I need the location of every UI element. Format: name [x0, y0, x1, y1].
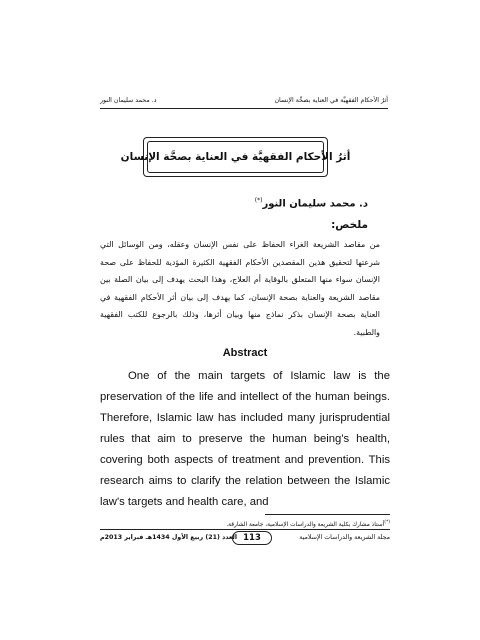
author-footnote-marker: (*) — [254, 197, 263, 204]
abstract-body — [100, 366, 390, 513]
page-number: 113 — [232, 531, 272, 545]
header-title: أثرُ الأحكام الفقهيَّة في العناية بصحَّة الإنسان — [274, 97, 388, 104]
summary-heading: ملخص: — [331, 219, 368, 231]
header-author: د. محمد سليمان النور — [100, 97, 157, 104]
author-name: د. محمد سليمان النور — [262, 198, 368, 210]
title-frame — [120, 137, 351, 177]
page-footer — [100, 531, 390, 547]
footnote-marker: (*) — [384, 520, 390, 525]
header-rule — [100, 108, 388, 109]
title-frame-inner — [120, 141, 351, 173]
footer-journal: مجلة الشريعة والدراسات الإسلامية — [299, 534, 390, 541]
footnote-text: أستاذ مشارك بكلية الشريعة والدراسات الإسلامية، جامعة الشارقة. — [226, 521, 385, 528]
running-header — [100, 94, 388, 108]
abstract-text: One of the main targets of Islamic law is the preservation of the life and intellect of the human beings. Therefore, Islamic law has included many jurisprudential rules that aim to preserve the human being's health, covering both aspects of treatment and prevention. This research aims to clarify the relation between the Islamic law's targets and health care, and — [100, 370, 390, 508]
abstract-heading: Abstract — [222, 347, 268, 359]
summary-body: من مقاصد الشريعة الغراء الحفاظ على نفس الإنسان وعقله، ومن الوسائل التي شرعتها لتحقيق هذين المقصدين الأحكام الفقهية الكثيرة المؤدية للحفاظ على صحة الإنسان سواء منها المتعلق بالوقاية أم العلاج، وهذا البحث يهدف إلى بيان الصلة بين مقاصد الشريعة والعناية بصحة الإنسان، كما يهدف إلى بيان أثر الأحكام الفقهية في العناية بصحة الإنسان بذكر نماذج منها وبيان أثرها، وذلك بالرجوع للكتب الفقهية والطبية. — [100, 240, 380, 337]
article-title: أثرُ الأحكام الفقهيَّة في العناية بصحَّة الإنسان — [120, 151, 351, 163]
footnote-rule — [265, 514, 390, 515]
footer-issue: العدد (21) ربيع الأول 1434هـ فبراير 2013م — [100, 534, 237, 541]
author-line — [255, 197, 368, 209]
footer-rule — [100, 529, 390, 530]
